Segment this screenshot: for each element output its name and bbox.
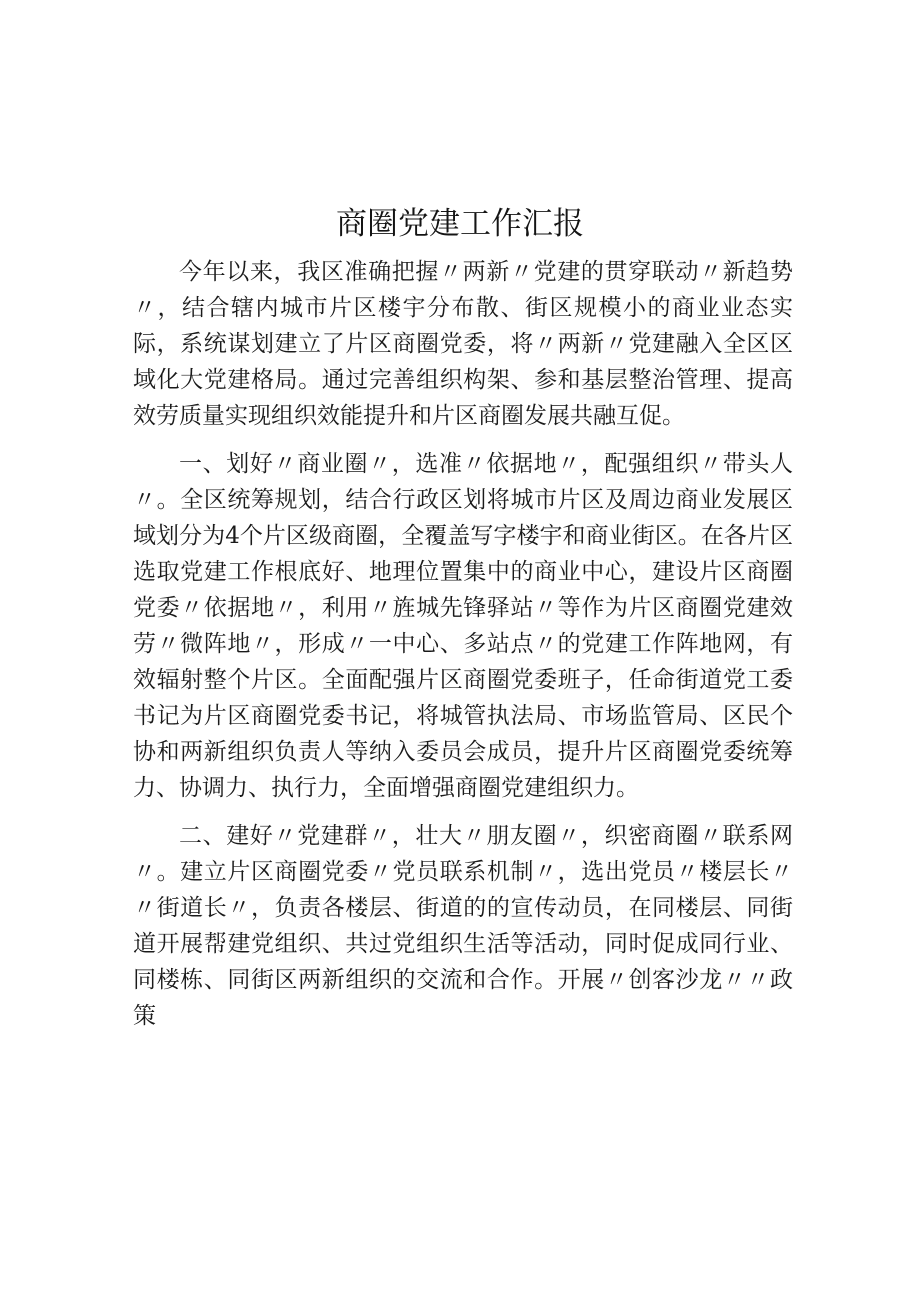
document-body [133,254,793,1034]
document-title: 商圈党建工作汇报 [336,206,584,242]
paragraph-intro: 今年以来，我区准确把握〃两新〃党建的贯穿联动〃新趋势〃，结合辖内城市片区楼宇分布散、街区规模小的商业业态实际，系统谋划建立了片区商圈党委，将〃两新〃党建融入全区区域化大党建格局。通过完善组织构架、参和基层整治管理、提高效劳质量实现组织效能提升和片区商圈发展共融互促。 [133,259,793,429]
paragraph-section-two: 二、建好〃党建群〃，壮大〃朋友圈〃，织密商圈〃联系网〃。建立片区商圈党委〃党员联系机制〃，选出党员〃楼层长〃〃街道长〃，负责各楼层、街道的的宣传动员，在同楼层、同街道开展帮建党组织、共过党组织生活等活动，同时促成同行业、同楼栋、同街区两新组织的交流和合作。开展〃创客沙龙〃〃政策 [133,823,793,1029]
paragraph-section-one: 一、划好〃商业圈〃，选准〃依据地〃，配强组织〃带头人〃。全区统筹规划，结合行政区划将城市片区及周边商业发展区域划分为4个片区级商圈，全覆盖写字楼宇和商业街区。在各片区选取党建工作根底好、地理位置集中的商业中心，建设片区商圈党委〃依据地〃，利用〃旌城先锋驿站〃等作为片区商圈党建效劳〃微阵地〃，形成〃一中心、多站点〃的党建工作阵地网，有效辐射整个片区。全面配强片区商圈党委班子，任命街道党工委书记为片区商圈党委书记，将城管执法局、市场监管局、区民个协和两新组织负责人等纳入委员会成员，提升片区商圈党委统筹力、协调力、执行力，全面增强商圈党建组织力。 [133,451,793,801]
